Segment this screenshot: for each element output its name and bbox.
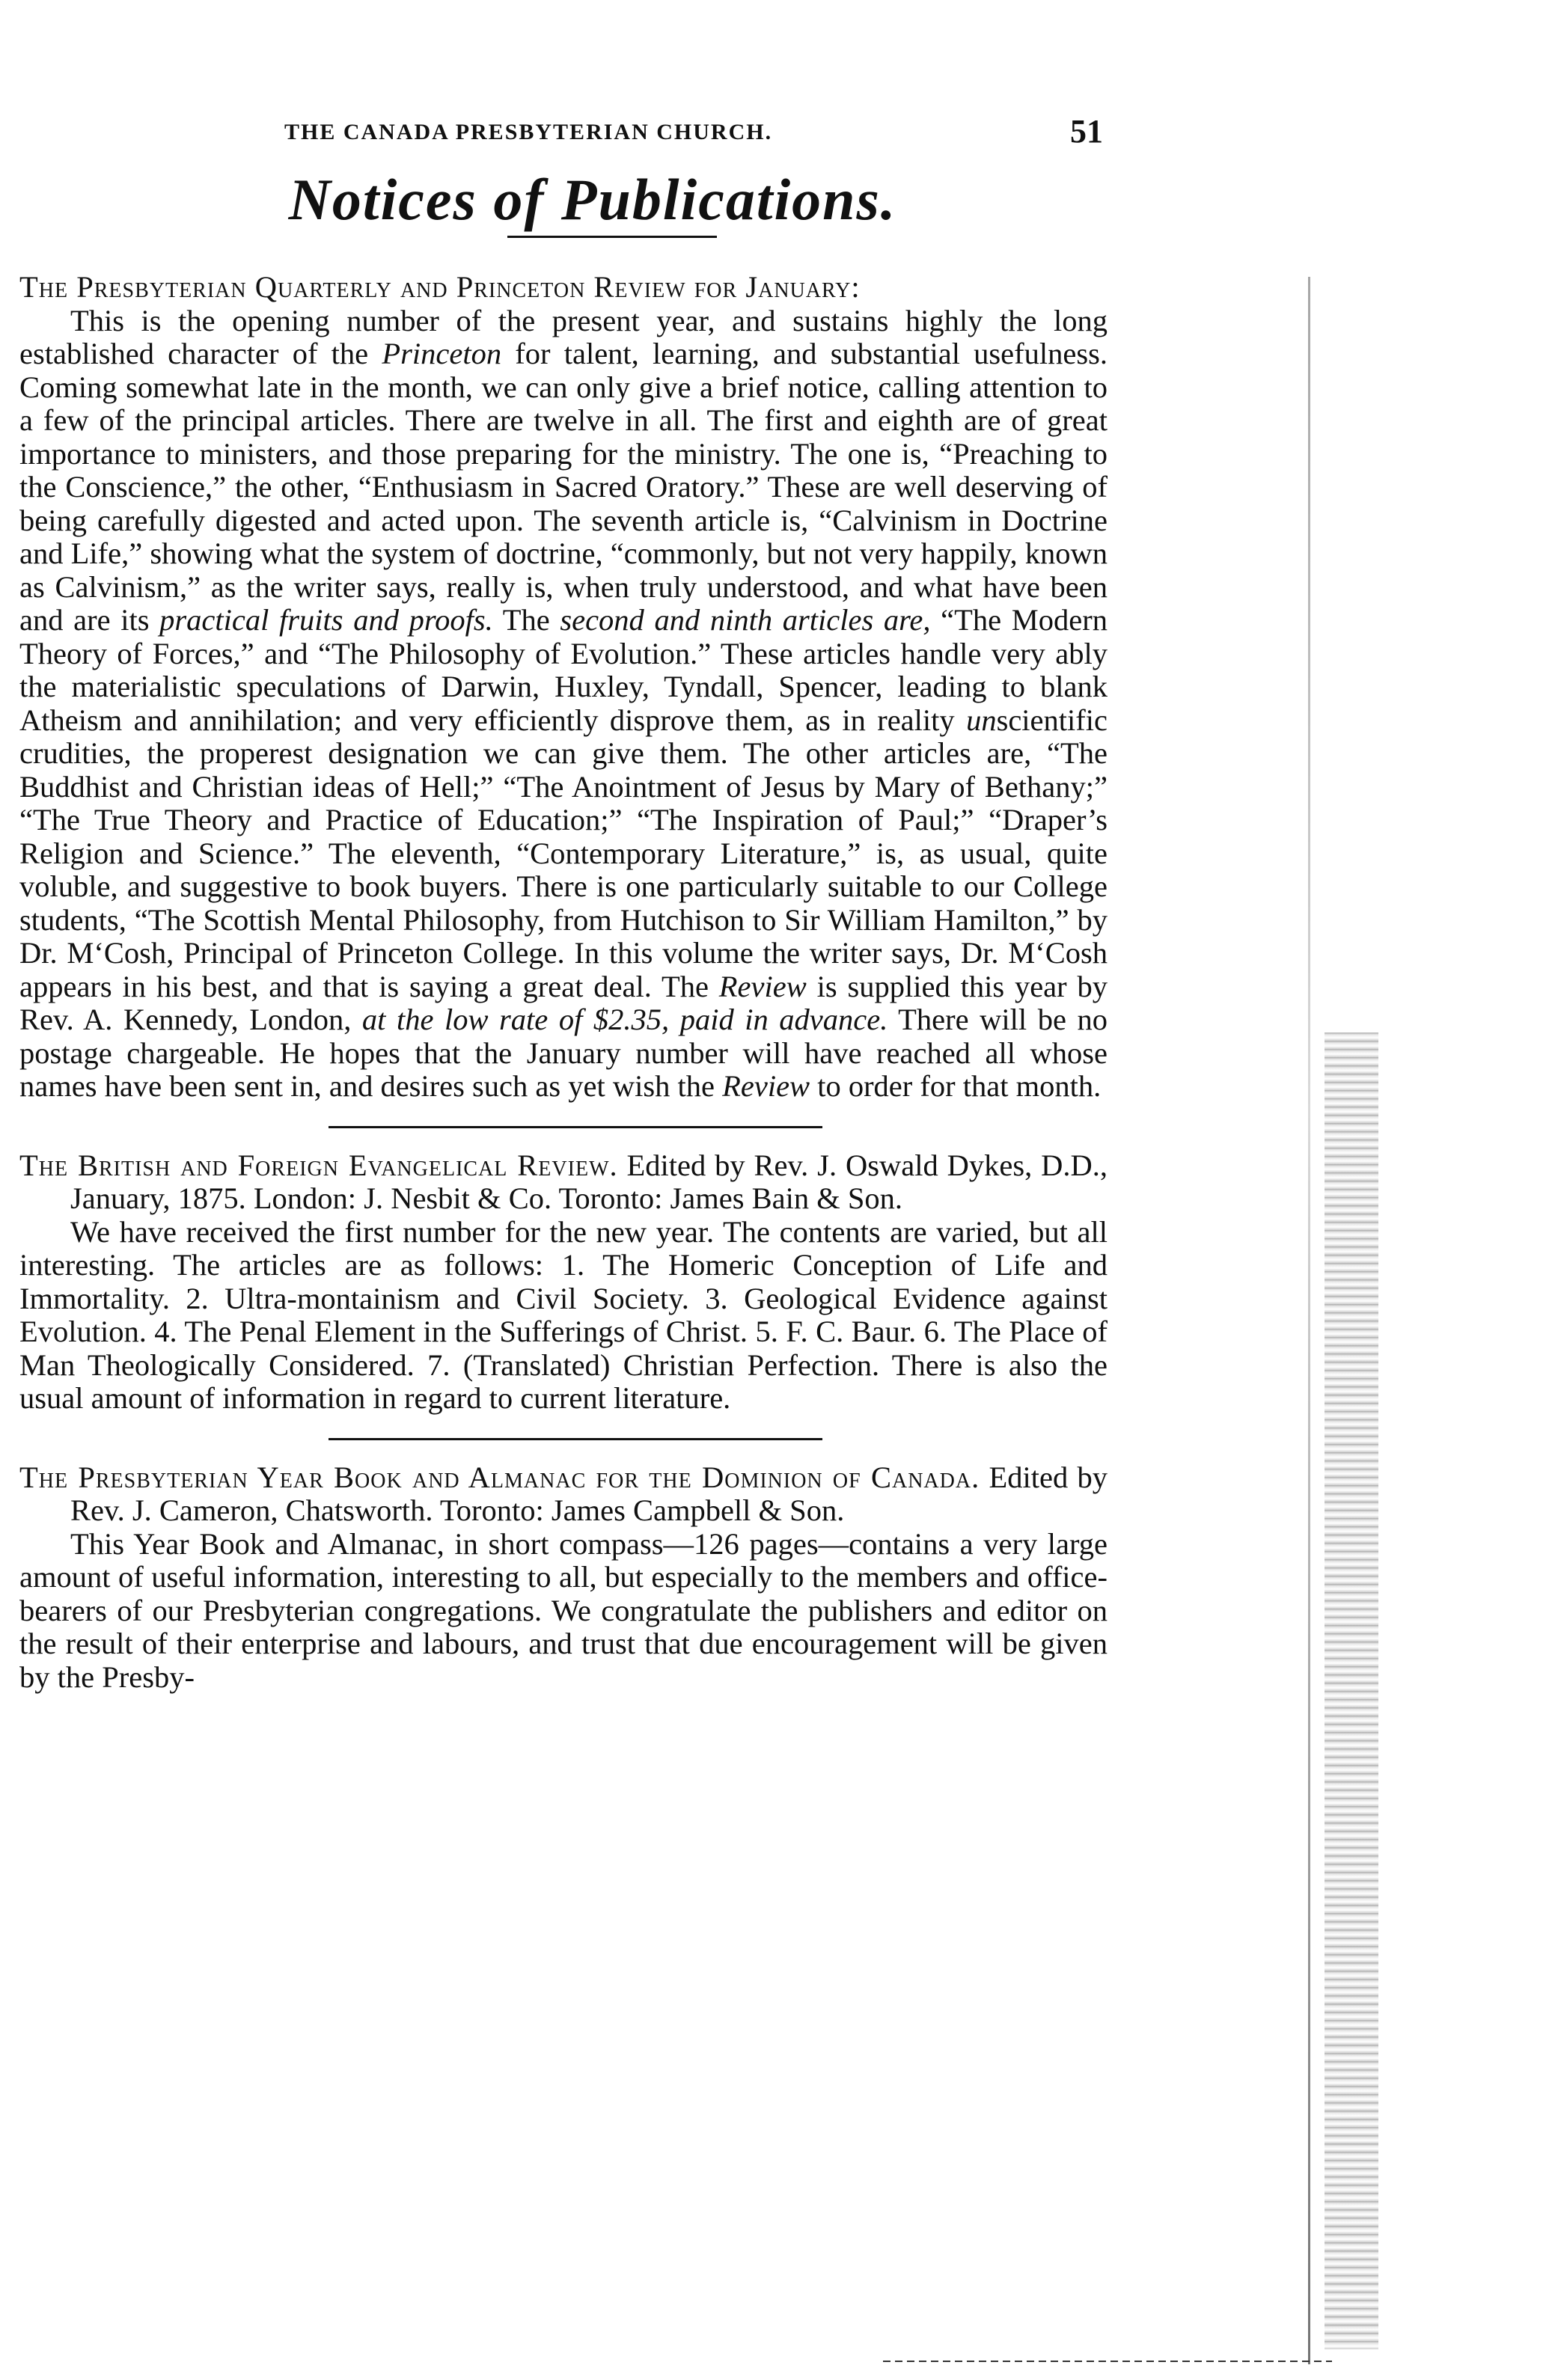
italic-run: un [966, 703, 997, 737]
italic-run: Princeton [382, 337, 502, 370]
notice-british-foreign-review [19, 1149, 1108, 1416]
notice-heading [19, 1461, 1108, 1528]
running-head: THE CANADA PRESBYTERIAN CHURCH. [284, 120, 773, 144]
notice-heading-title: The Presbyterian Year Book and Almanac for the Dominion of Canada. [19, 1460, 980, 1494]
title-rule [507, 236, 717, 238]
notice-body [19, 305, 1108, 1104]
section-divider [329, 1126, 822, 1128]
text-run: “The Modern Theory of Forces,” and “The Philosophy of Evolution.” These articles handle very ably the materialistic speculations of Darwin, Huxley, Tyndall, Spencer, leading to blank Atheism and annihilation; and very efficiently disprove them, as in reality [19, 603, 1108, 737]
text-run: scientific crudities, the properest designation we can give them. The other articles are, “The Buddhist and Christian ideas of Hell;” “The Anointment of Jesus by Mary of Bethany;” “The True Theory and Practice of Education;” “The Inspiration of Paul;” “Draper’s Religion and Science.” The eleventh, “Contemporary Literature,” is, as usual, quite voluble, and suggestive to book buyers. There is one particularly suitable to our College students, “The Scottish Mental Philosophy, from Hutchison to Sir William Hamilton,” by Dr. M‘Cosh, Principal of Princeton College. In this volume the writer says, Dr. M‘Cosh appears in his best, and that is saying a great deal. The [19, 703, 1108, 1003]
bottom-edge-marks [883, 2361, 1332, 2362]
italic-run: second and ninth articles are, [560, 603, 931, 637]
notice-heading-title: The Presbyterian Quarterly and Princeton Review for January: [19, 270, 861, 304]
text-run: is supplied this year by Rev. A. Kennedy, London, [19, 969, 1108, 1036]
page-edge-shadow [1308, 277, 1310, 2364]
italic-run: Review [718, 969, 807, 1003]
text-run: The [492, 603, 560, 637]
text-run: for talent, learning, and substantial usefulness. Coming somewhat late in the month, we can only give a brief notice, calling attention to a few of the principal articles. There are twelve in all. The first and eighth are of great importance to ministers, and those preparing for the ministry. The one is, “Preaching to the Conscience,” the other, “Enthusiasm in Sacred Oratory.” These are well deserving of being carefully digested and acted upon. The seventh article is, “Calvinism in Doctrine and Life,” showing what the system of doctrine, “commonly, but not very happily, known as Calvinism,” as the writer says, really is, when truly understood, and what have been and are its [19, 337, 1108, 637]
text-run: There will be no postage chargeable. He hopes that the January number will have reached all whose names have been sent in, and desires such as yet wish the [19, 1003, 1108, 1103]
notice-heading-title: The British and Foreign Evangelical Review. [19, 1148, 618, 1182]
text-run: We have received the first number for the new year. The contents are varied, but all interesting. The articles are as follows: 1. The Homeric Conception of Life and Immortality. 2. Ultra-montainism and Civil Society. 3. Geological Evidence against Evolution. 4. The Penal Element in the Sufferings of Christ. 5. F. C. Baur. 6. The Place of Man Theologically Considered. 7. (Translated) Christian Perfection. There is also the usual amount of information in regard to current literature. [19, 1214, 1108, 1415]
notice-heading-details: Edited by Rev. J. Cameron, Chatsworth. Toronto: James Campbell & Son. [70, 1460, 1108, 1527]
binding-gutter-texture [1325, 1033, 1378, 2349]
page-number: 51 [1070, 113, 1103, 150]
notices-column [19, 271, 1108, 1694]
section-title: Notices of Publications. [288, 167, 897, 232]
text-run: to order for that month. [810, 1069, 1102, 1103]
notice-body [19, 1216, 1108, 1416]
notice-heading [19, 1149, 1108, 1216]
notice-year-book-almanac [19, 1461, 1108, 1695]
italic-run: practical fruits and proofs. [159, 603, 493, 637]
notice-heading [19, 271, 1108, 305]
italic-run: at the low rate of $2.35, paid in advance. [361, 1003, 888, 1036]
section-divider [329, 1438, 822, 1440]
notice-princeton-review [19, 271, 1108, 1104]
notice-heading-details: Edited by Rev. J. Oswald Dykes, D.D., January, 1875. London: J. Nesbit & Co. Toronto: James Bain & Son. [70, 1148, 1108, 1215]
text-run: This is the opening number of the present year, and sustains highly the long established character of the [19, 303, 1108, 370]
italic-run: Review [722, 1069, 810, 1103]
text-run: This Year Book and Almanac, in short compass—126 pages—contains a very large amount of useful information, interesting to all, but especially to the members and office-bearers of our Presbyterian congregations. We congratulate the publishers and editor on the result of their enterprise and labours, and trust that due encouragement will be given by the Presby- [19, 1526, 1108, 1694]
notice-body [19, 1528, 1108, 1695]
